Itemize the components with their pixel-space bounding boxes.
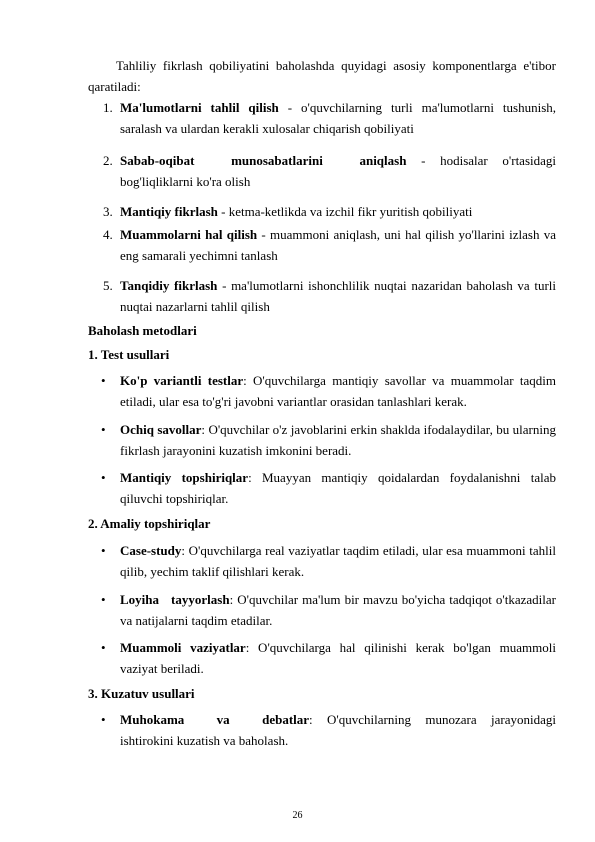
component-desc: - ketma-ketlikda va izchil fikr yuritish qobiliyati bbox=[217, 204, 473, 219]
section-title: Baholash metodlari bbox=[88, 323, 197, 338]
item-number: 2. bbox=[103, 153, 113, 168]
component-term: Tanqidiy fikrlash bbox=[120, 278, 218, 293]
subsection-title-practical: 2. Amaliy topshiriqlar bbox=[88, 516, 211, 531]
bullet-desc: : O'quvchilarga real vaziyatlar taqdim etiladi, ular esa muammoni tahlil qilib, yechim taklif qilishlari kerak. bbox=[120, 543, 556, 579]
bullet-desc: : O'quvchilarga hal qilinishi kerak bo'lgan muammoli vaziyat beriladi. bbox=[120, 640, 556, 676]
bullet-term: Ochiq savollar bbox=[120, 422, 202, 437]
component-term: Muammolarni hal qilish bbox=[120, 227, 258, 242]
component-desc: - muammoni aniqlash, uni hal qilish yo'llarini izlash va eng samarali yechimni tanlash bbox=[120, 227, 556, 263]
bullet-desc: : O'quvchilar ma'lum bir mavzu bo'yicha tadqiqot o'tkazadilar va natijalarni taqdim etadilar. bbox=[120, 592, 556, 628]
item-number: 5. bbox=[103, 278, 113, 293]
bullet-desc: : O'quvchilar o'z javoblarini erkin shaklda ifodalaydilar, bu ularning fikrlash jarayonini kuzatish imkonini beradi. bbox=[120, 422, 556, 458]
component-term: Mantiqiy fikrlash bbox=[120, 204, 218, 219]
component-term: Ma'lumotlarni tahlil qilish bbox=[120, 100, 279, 115]
bullet-term: Ko'p variantli testlar bbox=[120, 373, 244, 388]
bullet-icon: • bbox=[101, 373, 106, 388]
bullet-term: Case-study bbox=[120, 543, 182, 558]
bullet-term: Muammoli vaziyatlar bbox=[120, 640, 246, 655]
bullet-desc: : Muayyan mantiqiy qoidalardan foydalanishni talab qiluvchi topshiriqlar. bbox=[120, 470, 556, 506]
bullet-icon: • bbox=[101, 712, 106, 727]
page-number: 26 bbox=[292, 810, 303, 821]
bullet-term: Muhokama va debatlar bbox=[120, 712, 310, 727]
bullet-icon: • bbox=[101, 543, 106, 558]
item-number: 4. bbox=[103, 227, 113, 242]
bullet-term: Loyiha tayyorlash bbox=[120, 592, 230, 607]
component-desc: - ma'lumotlarni ishonchlilik nuqtai nazaridan baholash va turli nuqtai nazarlarni tahlil qilish bbox=[120, 278, 556, 314]
subsection-title-tests: 1. Test usullari bbox=[88, 347, 170, 362]
bullet-term: Mantiqiy topshiriqlar bbox=[120, 470, 249, 485]
subsection-title-observation: 3. Kuzatuv usullari bbox=[88, 686, 195, 701]
item-number: 1. bbox=[103, 100, 113, 115]
bullet-desc: : O'quvchilarga mantiqiy savollar va muammolar taqdim etiladi, ular esa to'g'ri javobni variantlar orasidan tanlashlari kerak. bbox=[120, 373, 556, 409]
bullet-desc: : O'quvchilarning munozara jarayonidagi ishtirokini kuzatish va baholash. bbox=[120, 712, 556, 748]
bullet-icon: • bbox=[101, 470, 106, 485]
bullet-icon: • bbox=[101, 422, 106, 437]
intro-paragraph: Tahliliy fikrlash qobiliyatini baholashda quyidagi asosiy komponentlarga e'tibor qaratiladi: bbox=[88, 58, 556, 94]
bullet-icon: • bbox=[101, 592, 106, 607]
component-desc: - hodisalar o'rtasidagi bog'liqliklarni ko'ra olish bbox=[120, 153, 556, 189]
component-desc: - o'quvchilarning turli ma'lumotlarni tushunish, saralash va ulardan kerakli xulosalar chiqarish qobiliyati bbox=[120, 100, 556, 136]
item-number: 3. bbox=[103, 204, 113, 219]
bullet-icon: • bbox=[101, 640, 106, 655]
component-term: Sabab-oqibat munosabatlarini aniqlash bbox=[120, 153, 407, 168]
